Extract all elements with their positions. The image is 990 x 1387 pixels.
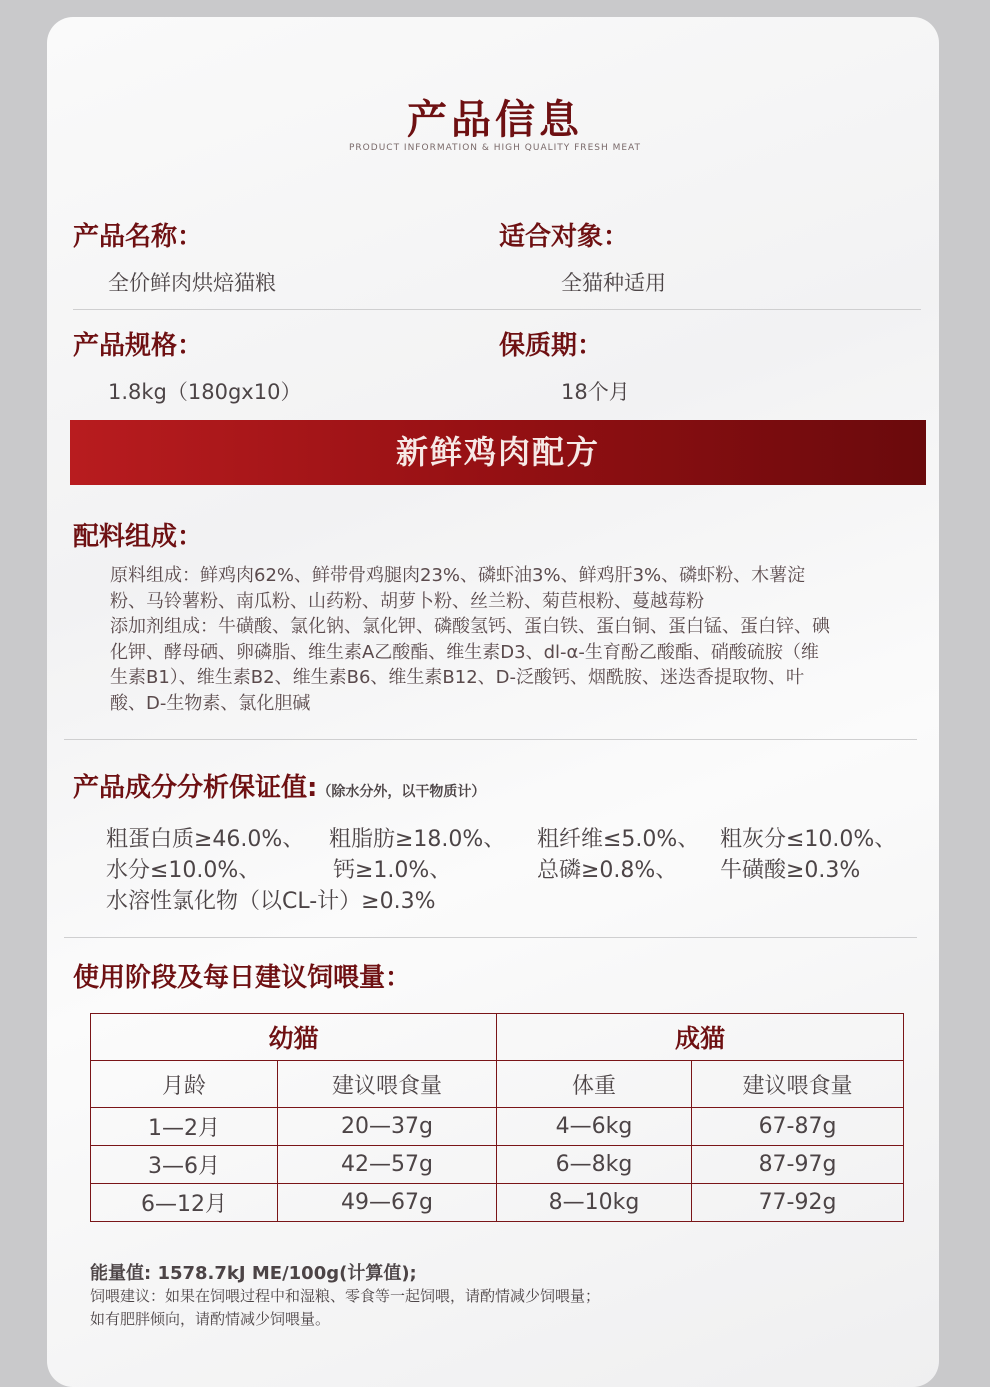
table-cell: 8—10kg xyxy=(497,1184,692,1222)
shelf-life-label: 保质期： xyxy=(499,331,604,361)
table-cell: 6—12月 xyxy=(91,1184,278,1222)
analysis-item: 总磷≥0.8%、 xyxy=(537,858,678,883)
table-cell: 49—67g xyxy=(278,1184,497,1222)
table-cell: 3—6月 xyxy=(91,1146,278,1184)
column-header: 月龄 xyxy=(91,1061,278,1108)
analysis-label: 产品成分分析保证值: xyxy=(73,773,318,803)
target-value: 全猫种适用 xyxy=(561,271,666,295)
table-row xyxy=(91,1184,904,1222)
page-subtitle: PRODUCT INFORMATION & HIGH QUALITY FRESH MEAT xyxy=(349,143,641,153)
column-header: 建议喂食量 xyxy=(278,1061,497,1108)
feeding-advice: 如有肥胖倾向，请酌情减少饲喂量。 xyxy=(90,1310,331,1328)
ingredients-line: 酸、D-生物素、氯化胆碱 xyxy=(110,692,311,714)
spec-label: 产品规格： xyxy=(73,331,204,361)
page-title: 产品信息 xyxy=(407,97,583,143)
analysis-item: 水溶性氯化物（以CL-计）≥0.3% xyxy=(106,889,436,914)
table-cell: 6—8kg xyxy=(497,1146,692,1184)
table-cell: 42—57g xyxy=(278,1146,497,1184)
analysis-item: 钙≥1.0%、 xyxy=(333,858,452,883)
table-row xyxy=(91,1108,904,1146)
target-label: 适合对象： xyxy=(499,222,630,252)
table-cell: 1—2月 xyxy=(91,1108,278,1146)
analysis-item: 牛磺酸≥0.3% xyxy=(720,858,861,883)
ingredients-line: 生素B1）、维生素B2、维生素B6、维生素B12、D-泛酸钙、烟酰胺、迷迭香提取物、叶 xyxy=(110,667,805,688)
table-row xyxy=(91,1146,904,1184)
divider xyxy=(64,739,917,740)
ingredients-line: 原料组成：鲜鸡肉62%、鲜带骨鸡腿肉23%、磷虾油3%、鲜鸡肝3%、磷虾粉、木薯淀 xyxy=(110,565,806,586)
ingredients-line: 添加剂组成：牛磺酸、氯化钠、氯化钾、磷酸氢钙、蛋白铁、蛋白铜、蛋白锰、蛋白锌、碘 xyxy=(110,616,830,637)
table-cell: 87-97g xyxy=(692,1146,904,1184)
analysis-item: 粗灰分≤10.0%、 xyxy=(720,827,897,852)
analysis-item: 粗纤维≤5.0%、 xyxy=(537,827,700,852)
formula-banner: 新鲜鸡肉配方 xyxy=(70,420,926,485)
feeding-advice: 饲喂建议：如果在饲喂过程中和湿粮、零食等一起饲喂，请酌情减少饲喂量； xyxy=(90,1287,601,1305)
column-header: 体重 xyxy=(497,1061,692,1108)
ingredients-text xyxy=(110,563,885,716)
analysis-heading xyxy=(73,767,485,804)
shelf-life-value: 18个月 xyxy=(561,380,630,404)
analysis-note: （除水分外，以干物质计） xyxy=(317,784,486,800)
feeding-table xyxy=(90,1013,904,1222)
ingredients-label: 配料组成： xyxy=(73,522,204,552)
table-cell: 20—37g xyxy=(278,1108,497,1146)
energy-value: 能量值: 1578.7kJ ME/100g(计算值); xyxy=(90,1263,417,1284)
table-cell: 67-87g xyxy=(692,1108,904,1146)
analysis-item: 水分≤10.0%、 xyxy=(106,858,261,883)
ingredients-line: 化钾、酵母硒、卵磷脂、维生素A乙酸酯、维生素D3、dl-α-生育酚乙酸酯、硝酸硫胺（维 xyxy=(110,641,819,663)
adult-header: 成猫 xyxy=(497,1014,904,1061)
table-cell: 4—6kg xyxy=(497,1108,692,1146)
spec-value: 1.8kg（180gx10） xyxy=(108,380,302,404)
feeding-label: 使用阶段及每日建议饲喂量： xyxy=(73,963,412,993)
table-cell: 77-92g xyxy=(692,1184,904,1222)
analysis-item: 粗蛋白质≥46.0%、 xyxy=(106,827,305,852)
divider xyxy=(64,937,917,938)
column-header: 建议喂食量 xyxy=(692,1061,904,1108)
kitten-header: 幼猫 xyxy=(91,1014,497,1061)
analysis-item: 粗脂肪≥18.0%、 xyxy=(329,827,506,852)
product-name-label: 产品名称： xyxy=(73,222,204,252)
product-name-value: 全价鲜肉烘焙猫粮 xyxy=(108,271,276,295)
divider xyxy=(73,309,921,310)
ingredients-line: 粉、马铃薯粉、南瓜粉、山药粉、胡萝卜粉、丝兰粉、菊苣根粉、蔓越莓粉 xyxy=(110,590,704,612)
